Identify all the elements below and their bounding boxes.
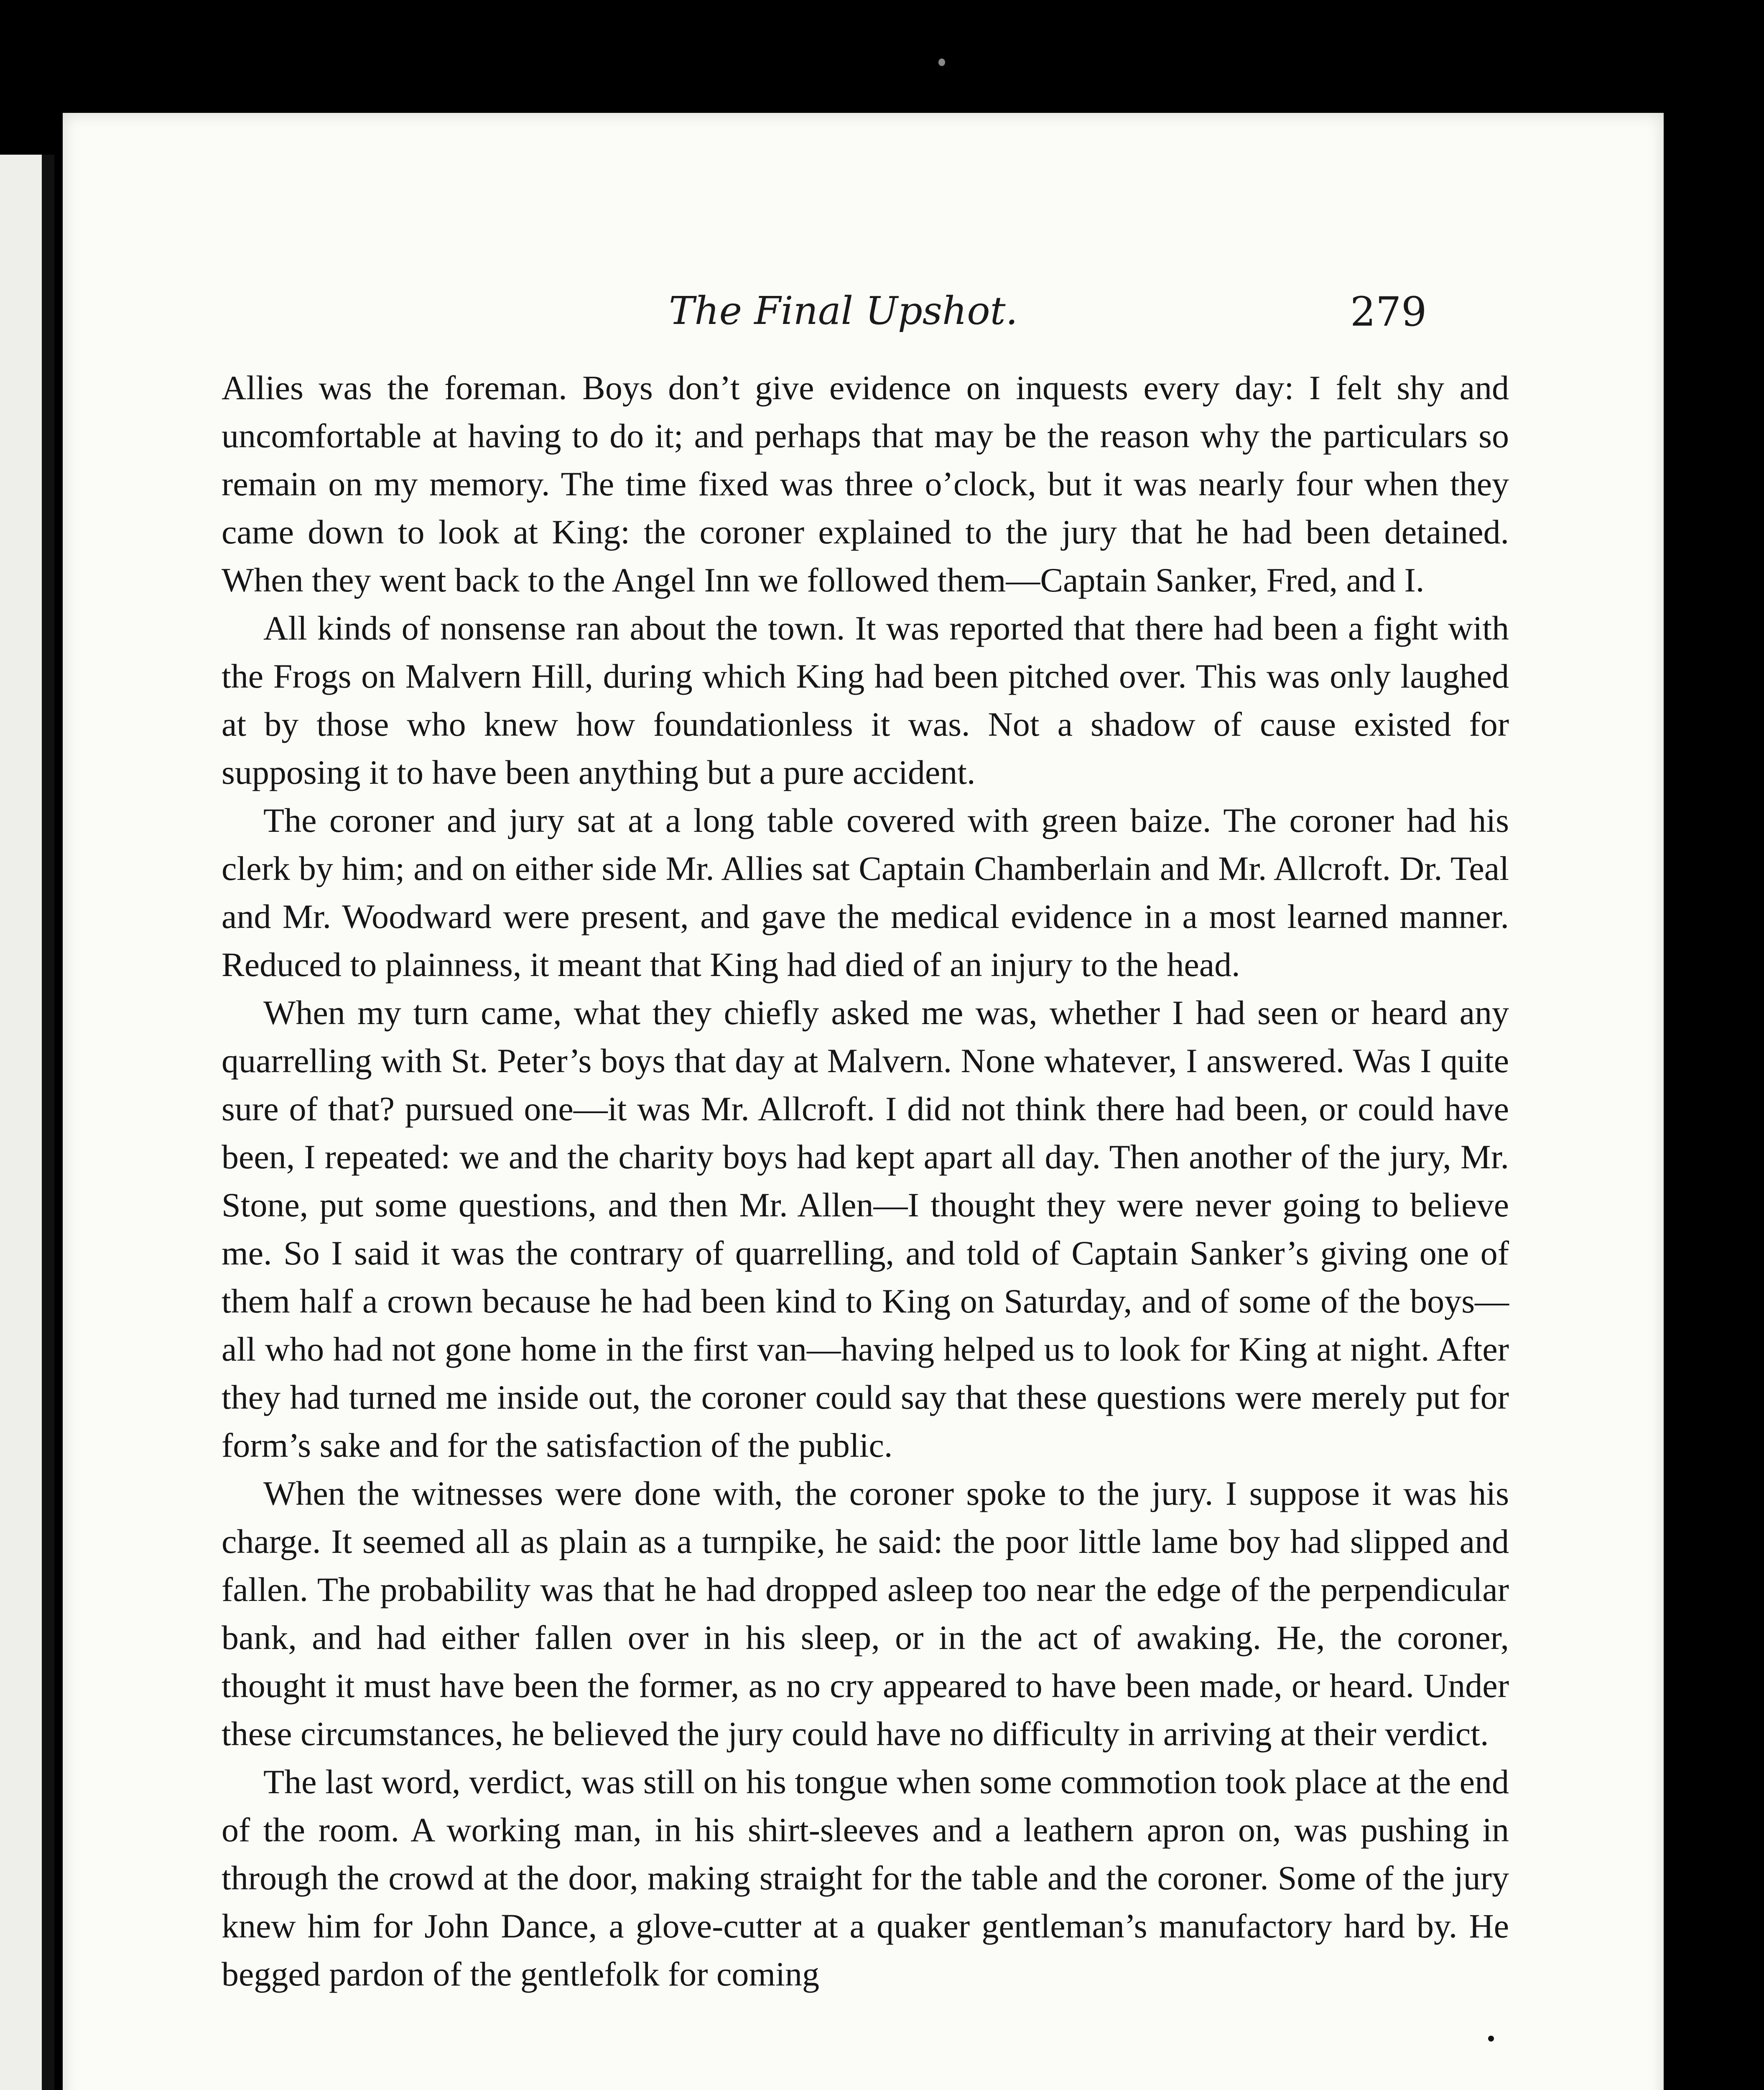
paragraph: When the witnesses were done with, the coroner spoke to the jury. I suppose it was his charge. It seemed all as plain as a turnpike, he said: the poor little lame boy had slipped and fallen. The probability was that he had dropped asleep too near the edge of the perpendicular bank, and had either fallen over in his sleep, or in the act of awaking. He, the coroner, thought it must have been the former, as no cry appeared to have been made, or heard. Under these circumstances, he believed the jury could have no difficulty in arriving at their verdict. — [222, 1474, 1509, 1753]
facing-page-edge — [0, 155, 54, 2090]
paragraph: All kinds of nonsense ran about the town. It was reported that there had been a fight with the Frogs on Malvern Hill, during which King had been pitched over. This was only laughed at by those who knew how foundationless it was. Not a shadow of cause existed for supposing it to have been anything but a pure accident. — [222, 609, 1509, 791]
paragraph: The last word, verdict, was still on his tongue when some commotion took place at the end of the room. A working man, in his shirt-sleeves and a leathern apron on, was pushing in through the crowd at the door, making straight for the table and the coroner. Some of the jury knew him for John Dance, a glove-cutter at a quaker gentleman’s manufactory hard by. He begged pardon of the gentlefolk for coming — [222, 1763, 1509, 1993]
body-text — [222, 364, 1509, 1998]
paragraph: Allies was the foreman. Boys don’t give evidence on inquests every day: I felt shy and uncomfortable at having to do it; and perhaps that may be the reason why the particulars so remain on my memory. The time fixed was three o’clock, but it was nearly four when they came down to look at King: the coroner explained to the jury that he had been detained. When they went back to the Angel Inn we followed them—Captain Sanker, Fred, and I. — [222, 369, 1509, 599]
paragraph: The coroner and jury sat at a long table covered with green baize. The coroner had his clerk by him; and on either side Mr. Allies sat Captain Chamberlain and Mr. Allcroft. Dr. Teal and Mr. Woodward were present, and gave the medical evidence in a most learned manner. Reduced to plainness, it meant that King had died of an injury to the head. — [222, 801, 1509, 984]
running-head — [63, 288, 1664, 355]
page-number: 279 — [1350, 288, 1427, 335]
running-title: The Final Upshot. — [669, 288, 1018, 333]
scan-speck — [938, 59, 945, 66]
paragraph: When my turn came, what they chiefly asked me was, whether I had seen or heard any quarrelling with St. Peter’s boys that day at Malvern. None whatever, I answered. Was I quite sure of that? pursued one—it was Mr. Allcroft. I did not think there had been, or could have been, I repeated: we and the charity boys had kept apart all day. Then another of the jury, Mr. Stone, put some questions, and then Mr. Allen—I thought they were never going to believe me. So I said it was the contrary of quarrelling, and told of Captain Sanker’s giving one of them half a crown because he had been kind to King on Saturday, and of some of the boys—all who had not gone home in the first van—having helped us to look for King at night. After they had turned me inside out, the coroner could say that these questions were merely put for form’s sake and for the satisfaction of the public. — [222, 994, 1509, 1464]
scan-speck — [1488, 2036, 1494, 2042]
book-page — [63, 113, 1664, 2090]
